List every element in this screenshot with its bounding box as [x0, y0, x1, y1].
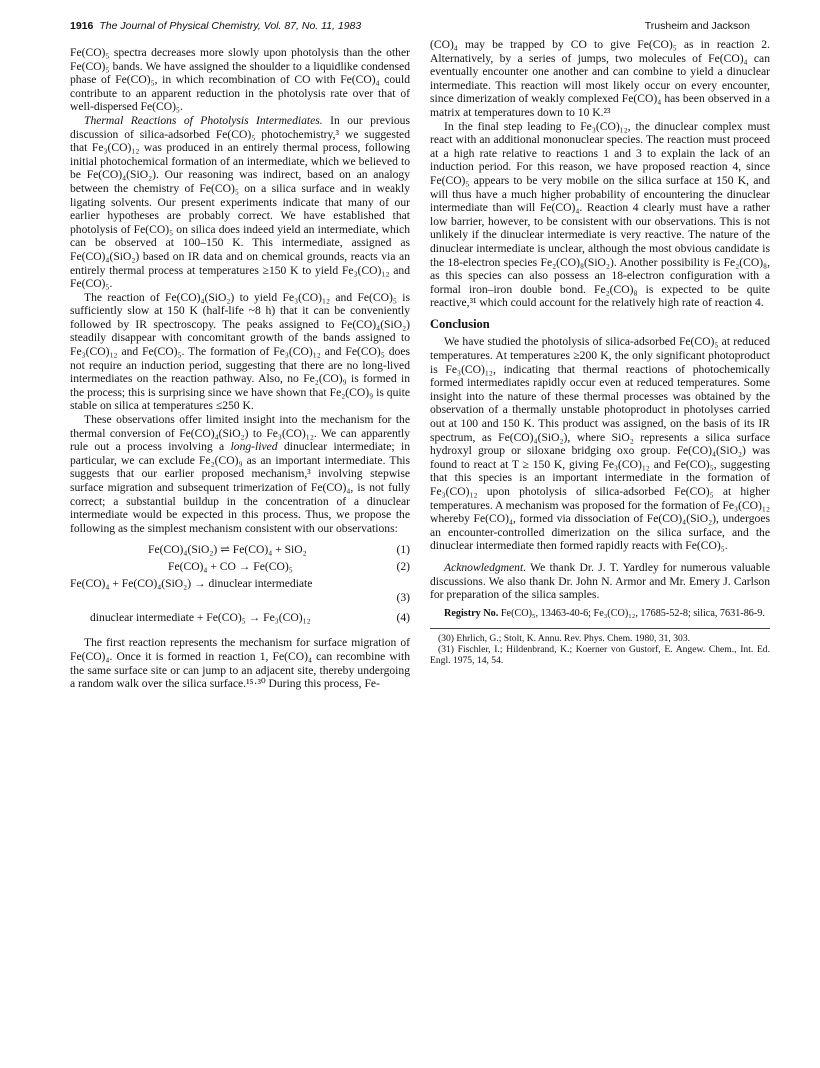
registry-numbers [430, 608, 770, 620]
emphasis: long-lived [230, 440, 278, 454]
paragraph-conclusion: We have studied the photolysis of silica-adsorbed Fe(CO)₅ at reduced temperatures. At temperatures ≥200 K, the only significant photoproduct is Fe₃(CO)₁₂, indicating that thermal reactions of photochemically formed intermediates rapidly occur even at reduced temperatures. Some insight into the nature of these thermal processes was obtained by the observation of a thermally unstable photoproduct in photolyses carried out at 100 and 150 K. This product was assigned, on the basis of its IR spectrum, as Fe(CO)₄(SiO₂), where SiO₂ represents a silica surface hydroxyl group or siloxane bridging oxo group. Fe(CO)₄(SiO₂) was found to react at T ≥ 150 K, giving Fe₃(CO)₁₂ and Fe(CO)₅, suggesting that this species is an important intermediate in the formation of Fe₃(CO)₁₂ upon photolysis of silica-adsorbed Fe(CO)₅ at higher temperatures. A mechanism was proposed for the formation of Fe₃(CO)₁₂ whereby Fe(CO)₄, formed via dissociation of Fe(CO)₄(SiO₂), undergoes an encounter-controlled dimerization on the silica surface, and the dinuclear intermediate then formed rapidly reacts with Fe(CO)₅. [430, 335, 770, 553]
paragraph-text: These observations offer limited insight into the mechanism for the thermal conversion of Fe(CO)₄(SiO₂) to Fe₃(CO)₁₂. We can apparently rule out a process involving a [70, 413, 410, 454]
paragraph: (CO)₄ may be trapped by CO to give Fe(CO)₅ as in reaction 2. Alternatively, by a series of jumps, two molecules of Fe(CO)₄ can eventually encounter one another and can combine to yield a dinuclear intermediate. This reaction will most likely occur on every encounter, since dimerization of weakly complexed Fe(CO)₄ has been observed in a matrix at temperatures down to 10 K.²³ [430, 38, 770, 119]
references [430, 628, 770, 666]
reference-30: (30) Ehrlich, G.; Stolt, K. Annu. Rev. Phys. Chem. 1980, 31, 303. [438, 632, 691, 644]
journal-header-left [70, 20, 361, 32]
equation-4 [70, 611, 410, 628]
registry-text: Fe(CO)₅, 13463-40-6; Fe₃(CO)₁₂, 17685-52-8; silica, 7631-86-9. [498, 607, 765, 619]
section-heading-conclusion: Conclusion [430, 316, 490, 331]
equation-text: Fe(CO)₄ + Fe(CO)₄(SiO₂) → dinuclear intermediate [70, 577, 313, 591]
acknowledgment [430, 561, 770, 602]
registry-title: Registry No. [444, 607, 499, 619]
equation-1 [70, 543, 410, 560]
equation-number: (2) [396, 560, 410, 574]
equation-text: Fe(CO)₄ + CO → Fe(CO)₅ [168, 560, 293, 574]
equation-number: (1) [396, 543, 410, 557]
paragraph: The reaction of Fe(CO)₄(SiO₂) to yield Fe₃(CO)₁₂ and Fe(CO)₅ is sufficiently slow at 150 K (half-life ~8 h) that it can be conveniently followed by IR spectroscopy. The peaks assigned to Fe(CO)₄(SiO₂) steadily disappear with concomitant growth of the bands assigned to Fe₃(CO)₁₂ and Fe(CO)₅. The formation of Fe₃(CO)₁₂ and Fe(CO)₅ does not require an induction period, suggesting that there are no long-lived intermediates on the reaction pathway. Also, no Fe₂(CO)₉ is formed in the process; this is surprising since we have shown that Fe₂(CO)₉ is quite stable on silica at temperatures ≤250 K. [70, 290, 410, 413]
reference-31: (31) Fischler, I.; Hildenbrand, K.; Koerner von Gustorf, E. Angew. Chem., Int. Ed. Engl. 1975, 14, 54. [430, 643, 770, 666]
paragraph-text: dinuclear intermediate; in particular, we can exclude Fe₂(CO)₉ as an important intermediate. This suggests that our earlier proposed mechanism,³ involving stepwise surface migration and subsequent trimerization of Fe(CO)₄, is not fully correct; a substantial buildup in the concentration of a dinuclear intermediate would be expected in this process. Thus, we propose the following as the simplest mechanism consistent with our observations: [70, 440, 410, 535]
paragraph: In the final step leading to Fe₃(CO)₁₂, the dinuclear complex must react with an additional mononuclear species. The reaction must proceed at a high rate relative to reactions 1 and 3 to explain the lack of an induction period. For this reason, we have proposed reaction 4, since Fe(CO)₅ appears to be very mobile on the silica surface at 150 K, and will thus have a much higher probability of encountering the dinuclear intermediate than will Fe(CO)₄. Reaction 4 clearly must have a rather low barrier, however, to be consistent with our observations. This is not unlikely if the dinuclear intermediate is very reactive. The nature of the dinuclear intermediate is unclear, although the most obvious candidate is the 18-electron species Fe₂(CO)₈(SiO₂). Another possibility is Fe₂(CO)₈, as this species can also possess an 18-electron configuration with a formal iron–iron double bond. Fe₂(CO)₈ is expected to be quite reactive,³¹ which could account for the relatively high rate of reaction 4. [430, 119, 770, 310]
page-header [70, 20, 750, 36]
paragraph: Fe(CO)₅ spectra decreases more slowly upon photolysis than the other Fe(CO)₅ bands. We have assigned the shoulder to a liquidlike condensed phase of Fe(CO)₅, in which recombination of CO with Fe(CO)₄ could contribute to an apparent reduction in the photolysis rate over that of well-dispersed Fe(CO)₅. [70, 46, 410, 114]
page-number: 1916 [70, 20, 94, 32]
right-column [430, 38, 770, 666]
authors-header: Trusheim and Jackson [644, 20, 750, 32]
equation-number: (4) [396, 611, 410, 625]
left-column [70, 46, 410, 691]
acknowledgment-text: We thank Dr. J. T. Yardley for numerous valuable discussions. We also thank Dr. John N. Armor and Mr. Emery J. Carlson for preparation of the silica samples. [430, 560, 770, 602]
paragraph: The first reaction represents the mechanism for surface migration of Fe(CO)₄. Once it is formed in reaction 1, Fe(CO)₄ can recombine with the same surface site or can jump to an adjacent site, thereby undergoing a random walk over the silica surface.¹⁵·³⁰ During this process, Fe- [70, 636, 410, 691]
journal-title: The Journal of Physical Chemistry, Vol. 87, No. 11, 1983 [99, 20, 362, 32]
equation-number: (3) [396, 591, 410, 605]
acknowledgment-title: Acknowledgment. [444, 560, 527, 574]
equation-text: Fe(CO)₄(SiO₂) ⇌ Fe(CO)₄ + SiO₂ [148, 543, 307, 557]
paragraph-thermal-reactions [70, 114, 410, 291]
equation-2 [70, 560, 410, 577]
equation-text: dinuclear intermediate + Fe(CO)₅ → Fe₃(CO)₁₂ [90, 611, 311, 625]
paragraph-text: In our previous discussion of silica-adsorbed Fe(CO)₅ photochemistry,³ we suggested that Fe₃(CO)₁₂ was produced in an entirely thermal process, following initial photochemical formation of an intermediate, which we believed to be Fe(CO)₄(SiO₂). Our reasoning was indirect, based on an analogy between the chemistry of Fe(CO)₅ on a silica surface and in weakly ligating solvents. Our present experiments indicate that many of our earlier hypotheses are probably correct. We have established that photolysis of Fe(CO)₅ on silica does indeed yield an intermediate, which can be observed at 100–150 K. This intermediate, assigned as Fe(CO)₄(SiO₂) based on IR data and on chemical grounds, reacts via an entirely thermal process at temperatures ≥150 K to yield Fe₃(CO)₁₂ and Fe(CO)₅. [70, 113, 410, 291]
section-run-in-title: Thermal Reactions of Photolysis Intermediates. [84, 113, 323, 127]
paragraph-mechanism [70, 413, 410, 535]
equation-3 [70, 577, 410, 607]
